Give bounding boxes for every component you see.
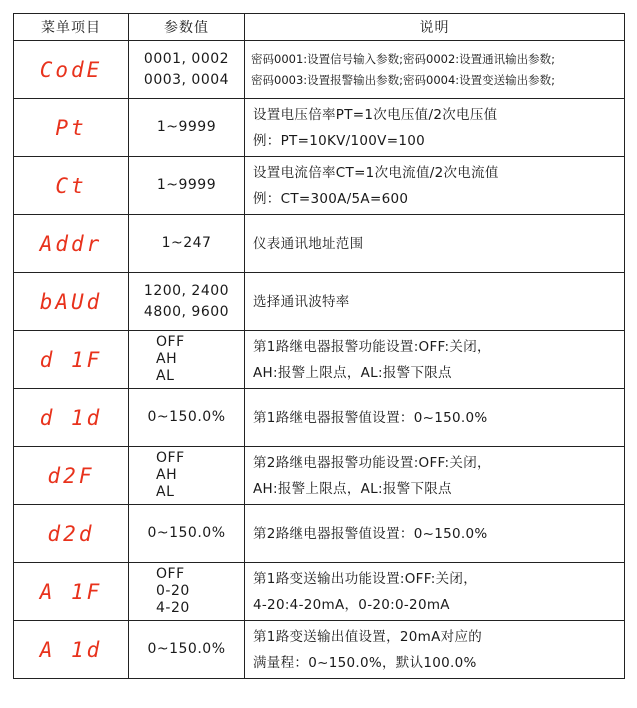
param-value-line: 0003, 0004	[143, 71, 230, 88]
description-line: 第2路继电器报警值设置：0~150.0%	[253, 525, 488, 542]
table-row	[14, 563, 625, 621]
table-row	[14, 505, 625, 563]
param-value-cell	[129, 273, 245, 331]
param-value-line: OFF	[156, 450, 185, 466]
param-value-line: 0~150.0%	[147, 641, 226, 657]
menu-code-cell	[14, 157, 129, 215]
param-value-line: AH	[156, 351, 178, 367]
menu-code-text: A 1d	[39, 637, 103, 662]
table-row	[14, 157, 625, 215]
description-line: 密码0003:设置报警输出参数;密码0004:设置变送输出参数;	[251, 72, 556, 87]
menu-code-text: d2F	[47, 463, 95, 488]
menu-code-text: Pt	[55, 115, 87, 140]
description-cell	[245, 563, 625, 621]
param-value-cell	[129, 563, 245, 621]
param-value-cell	[129, 41, 245, 99]
param-value-cell	[129, 157, 245, 215]
table-row	[14, 215, 625, 273]
param-value-cell	[129, 447, 245, 505]
description-line: 4-20:4-20mA，0-20:0-20mA	[253, 596, 450, 613]
menu-code-text: bAUd	[39, 289, 103, 314]
menu-code-cell	[14, 273, 129, 331]
menu-code-text: d 1d	[39, 405, 103, 430]
param-value-line: 1~9999	[156, 119, 217, 135]
header-menu-item: 菜单项目	[14, 14, 129, 41]
param-value-cell	[129, 621, 245, 679]
description-line: 第1路继电器报警功能设置:OFF:关闭，	[253, 338, 491, 355]
menu-code-cell	[14, 215, 129, 273]
menu-code-cell	[14, 505, 129, 563]
param-value-line: 0001, 0002	[143, 50, 230, 67]
menu-code-text: d2d	[47, 521, 95, 546]
description-line: 密码0001:设置信号输入参数;密码0002:设置通讯输出参数;	[251, 51, 556, 66]
menu-code-cell	[14, 621, 129, 679]
table-row	[14, 99, 625, 157]
param-value-line: 4800, 9600	[143, 303, 230, 320]
description-cell	[245, 505, 625, 563]
description-cell	[245, 389, 625, 447]
menu-code-cell	[14, 389, 129, 447]
table-row	[14, 41, 625, 99]
menu-code-cell	[14, 41, 129, 99]
description-line: 仪表通讯地址范围	[253, 235, 364, 252]
description-line: 例：PT=10KV/100V=100	[253, 132, 425, 149]
param-value-line: 1200, 2400	[143, 282, 230, 299]
description-cell	[245, 99, 625, 157]
param-value-line: 1~247	[161, 235, 212, 251]
description-line: 第2路继电器报警功能设置:OFF:关闭，	[253, 454, 491, 471]
param-value-line: 0-20	[156, 583, 190, 599]
description-cell	[245, 273, 625, 331]
description-cell	[245, 331, 625, 389]
param-value-line: AL	[156, 368, 175, 384]
menu-code-text: Addr	[39, 231, 103, 256]
table-row	[14, 273, 625, 331]
description-line: AH:报警上限点，AL:报警下限点	[253, 480, 452, 497]
menu-code-cell	[14, 331, 129, 389]
menu-code-cell	[14, 447, 129, 505]
param-value-line: 0~150.0%	[147, 525, 226, 541]
param-value-cell	[129, 389, 245, 447]
description-line: 满量程：0~150.0%，默认100.0%	[253, 654, 477, 671]
param-value-line: AH	[156, 467, 178, 483]
table-header-row	[14, 14, 625, 41]
param-value-cell	[129, 331, 245, 389]
description-line: 第1路变送输出功能设置:OFF:关闭，	[253, 570, 477, 587]
description-cell	[245, 215, 625, 273]
description-line: 选择通讯波特率	[253, 293, 350, 310]
description-line: 设置电流倍率CT=1次电流值/2次电流值	[253, 164, 499, 181]
table-row	[14, 331, 625, 389]
description-cell	[245, 447, 625, 505]
param-value-line: OFF	[156, 566, 185, 582]
menu-code-text: d 1F	[39, 347, 103, 372]
description-line: AH:报警上限点，AL:报警下限点	[253, 364, 452, 381]
param-value-line: 4-20	[156, 600, 190, 616]
header-param-value: 参数值	[129, 14, 245, 41]
description-cell	[245, 621, 625, 679]
description-line: 设置电压倍率PT=1次电压值/2次电压值	[253, 106, 498, 123]
description-line: 第1路继电器报警值设置：0~150.0%	[253, 409, 488, 426]
param-value-cell	[129, 505, 245, 563]
menu-code-cell	[14, 99, 129, 157]
description-line: 例：CT=300A/5A=600	[253, 190, 409, 207]
param-value-line: OFF	[156, 334, 185, 350]
description-cell	[245, 157, 625, 215]
header-description: 说明	[245, 14, 625, 41]
table-row	[14, 447, 625, 505]
menu-code-text: A 1F	[39, 579, 103, 604]
param-value-line: AL	[156, 484, 175, 500]
param-value-cell	[129, 99, 245, 157]
parameter-menu-table	[13, 13, 625, 679]
table-row	[14, 389, 625, 447]
table-row	[14, 621, 625, 679]
description-cell	[245, 41, 625, 99]
param-value-line: 1~9999	[156, 177, 217, 193]
param-value-line: 0~150.0%	[147, 409, 226, 425]
param-value-cell	[129, 215, 245, 273]
menu-code-cell	[14, 563, 129, 621]
description-line: 第1路变送输出值设置，20mA对应的	[253, 628, 483, 645]
menu-code-text: Ct	[55, 173, 87, 198]
menu-code-text: CodE	[39, 57, 103, 82]
